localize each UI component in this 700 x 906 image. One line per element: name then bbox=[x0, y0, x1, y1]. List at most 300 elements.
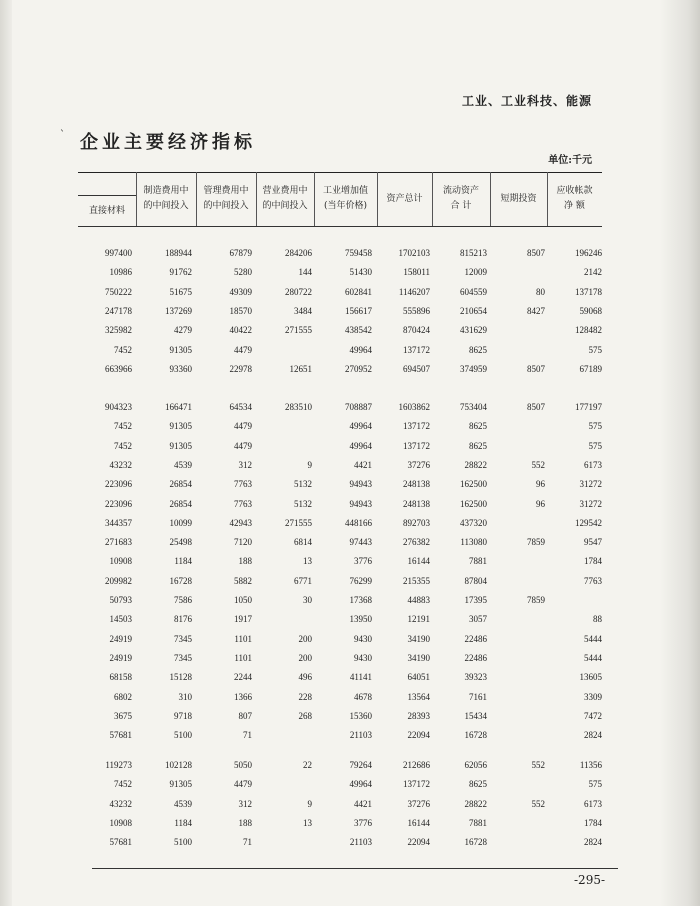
table-cell bbox=[256, 835, 312, 849]
table-row bbox=[0, 574, 700, 588]
table-cell bbox=[489, 709, 545, 723]
table-cell: 247178 bbox=[105, 305, 132, 316]
table-cell: 5444 bbox=[584, 652, 602, 663]
column-header: 短期投资 bbox=[500, 193, 537, 204]
table-cell: 283510 bbox=[285, 402, 312, 412]
table-cell: 21103 bbox=[349, 730, 372, 741]
table-cell bbox=[489, 323, 545, 337]
table-cell: 80 bbox=[536, 286, 545, 297]
table-cell bbox=[489, 419, 545, 433]
table-cell: 1603862 bbox=[398, 402, 430, 412]
table-cell: 12651 bbox=[289, 363, 312, 374]
table-cell: 96 bbox=[536, 479, 545, 490]
table-cell: 280722 bbox=[285, 286, 312, 297]
table-cell: 44883 bbox=[407, 595, 430, 605]
table-cell: 8507 bbox=[527, 402, 545, 412]
table-cell: 10908 bbox=[109, 556, 132, 567]
table-cell: 30 bbox=[303, 595, 312, 605]
table-cell bbox=[489, 612, 545, 626]
table-row bbox=[0, 265, 700, 279]
table-cell: 16144 bbox=[407, 817, 430, 828]
table-cell: 284206 bbox=[285, 248, 312, 258]
table-cell: 753404 bbox=[460, 402, 487, 412]
table-cell: 10099 bbox=[169, 517, 192, 528]
table-cell: 270952 bbox=[345, 363, 372, 374]
table-cell: 7452 bbox=[114, 779, 132, 790]
table-cell: 12009 bbox=[464, 267, 487, 278]
table-cell: 8625 bbox=[469, 344, 487, 355]
table-cell: 13 bbox=[303, 817, 312, 828]
table-cell: 14503 bbox=[109, 614, 132, 625]
table-cell: 325982 bbox=[105, 325, 132, 336]
table-cell: 1917 bbox=[234, 614, 252, 625]
table-cell: 25498 bbox=[169, 537, 192, 548]
table-cell: 22094 bbox=[407, 837, 430, 848]
table-cell: 4539 bbox=[174, 459, 192, 470]
table-cell: 51430 bbox=[349, 267, 372, 278]
table-cell: 997400 bbox=[105, 248, 132, 258]
table-cell: 708887 bbox=[345, 402, 372, 412]
table-cell bbox=[256, 419, 312, 433]
table-cell: 374959 bbox=[460, 363, 487, 374]
table-cell: 2824 bbox=[584, 837, 602, 848]
page-title: 企业主要经济指标 bbox=[80, 132, 256, 153]
table-cell: 13 bbox=[303, 556, 312, 567]
table-cell bbox=[489, 554, 545, 568]
table-cell: 5050 bbox=[234, 760, 252, 770]
table-cell: 87804 bbox=[464, 575, 487, 586]
table-cell bbox=[256, 777, 312, 791]
table-cell: 41141 bbox=[349, 672, 372, 683]
table-cell: 344357 bbox=[105, 517, 132, 528]
table-cell: 22 bbox=[303, 760, 312, 770]
table-cell bbox=[489, 574, 545, 588]
table-cell: 22978 bbox=[229, 363, 252, 374]
table-cell: 276382 bbox=[403, 537, 430, 548]
table-cell: 448166 bbox=[345, 517, 372, 528]
table-cell: 228 bbox=[298, 691, 312, 702]
table-cell: 1784 bbox=[584, 817, 602, 828]
table-cell: 212686 bbox=[403, 760, 430, 770]
table-cell: 91305 bbox=[169, 440, 192, 451]
table-cell: 15434 bbox=[464, 710, 487, 721]
table-cell: 4678 bbox=[354, 691, 372, 702]
table-row bbox=[0, 670, 700, 684]
table-cell: 200 bbox=[298, 652, 312, 663]
table-cell: 21103 bbox=[349, 837, 372, 848]
table-cell bbox=[489, 651, 545, 665]
table-cell: 17395 bbox=[464, 595, 487, 605]
table-cell: 1050 bbox=[234, 595, 252, 605]
table-cell: 18570 bbox=[229, 305, 252, 316]
table-cell: 7881 bbox=[469, 817, 487, 828]
table-cell: 156617 bbox=[345, 305, 372, 316]
table-cell: 4479 bbox=[234, 440, 252, 451]
table-cell: 93360 bbox=[169, 363, 192, 374]
table-row bbox=[0, 343, 700, 357]
table-cell: 4421 bbox=[354, 459, 372, 470]
table-cell bbox=[256, 343, 312, 357]
table-row bbox=[0, 400, 700, 414]
table-cell: 7472 bbox=[584, 710, 602, 721]
table-cell: 64051 bbox=[407, 672, 430, 683]
table-row bbox=[0, 709, 700, 723]
table-cell: 438542 bbox=[345, 325, 372, 336]
table-row bbox=[0, 304, 700, 318]
table-cell: 8625 bbox=[469, 421, 487, 432]
table-cell: 91305 bbox=[169, 421, 192, 432]
table-cell: 196246 bbox=[575, 248, 602, 258]
table-cell: 10908 bbox=[109, 817, 132, 828]
table-cell: 188 bbox=[238, 817, 252, 828]
table-cell: 3675 bbox=[114, 710, 132, 721]
table-cell: 7859 bbox=[527, 537, 545, 548]
header-bottom-rule bbox=[78, 226, 602, 227]
table-cell: 62056 bbox=[464, 760, 487, 770]
table-cell bbox=[256, 728, 312, 742]
table-cell: 162500 bbox=[460, 479, 487, 490]
table-cell: 43232 bbox=[109, 459, 132, 470]
table-cell: 94943 bbox=[349, 498, 372, 509]
table-cell: 137172 bbox=[403, 344, 430, 355]
table-cell: 7763 bbox=[234, 498, 252, 509]
table-cell: 57681 bbox=[109, 837, 132, 848]
table-cell: 24919 bbox=[109, 633, 132, 644]
table-cell: 3484 bbox=[294, 305, 312, 316]
table-cell: 17368 bbox=[349, 595, 372, 605]
table-cell: 555896 bbox=[403, 305, 430, 316]
table-cell: 79264 bbox=[349, 760, 372, 770]
table-cell: 2244 bbox=[234, 672, 252, 683]
table-cell: 9 bbox=[307, 798, 312, 809]
table-cell: 750222 bbox=[105, 286, 132, 297]
table-cell: 7763 bbox=[584, 575, 602, 586]
table-cell: 137172 bbox=[403, 779, 430, 790]
table-cell: 3776 bbox=[354, 556, 372, 567]
title-mark: ` bbox=[60, 130, 65, 141]
table-cell: 6173 bbox=[584, 459, 602, 470]
table-cell: 575 bbox=[588, 344, 602, 355]
table-cell: 602841 bbox=[345, 286, 372, 297]
table-cell: 28822 bbox=[464, 459, 487, 470]
table-cell: 166471 bbox=[165, 402, 192, 412]
table-cell: 59068 bbox=[579, 305, 602, 316]
table-cell: 552 bbox=[531, 459, 545, 470]
table-cell: 10986 bbox=[109, 267, 132, 278]
table-cell: 7586 bbox=[174, 595, 192, 605]
table-cell: 248138 bbox=[403, 498, 430, 509]
table-row bbox=[0, 477, 700, 491]
table-cell: 1101 bbox=[234, 633, 252, 644]
table-cell bbox=[489, 728, 545, 742]
table-cell: 37276 bbox=[407, 459, 430, 470]
table-cell: 2824 bbox=[584, 730, 602, 741]
table-cell: 16144 bbox=[407, 556, 430, 567]
table-cell: 137178 bbox=[575, 286, 602, 297]
table-cell: 49309 bbox=[229, 286, 252, 297]
table-cell: 8625 bbox=[469, 779, 487, 790]
table-cell: 7452 bbox=[114, 421, 132, 432]
table-cell: 129542 bbox=[575, 517, 602, 528]
table-cell: 209982 bbox=[105, 575, 132, 586]
table-row bbox=[0, 797, 700, 811]
table-cell bbox=[489, 835, 545, 849]
table-row bbox=[0, 497, 700, 511]
table-cell: 5100 bbox=[174, 837, 192, 848]
table-cell: 552 bbox=[531, 798, 545, 809]
table-cell: 8625 bbox=[469, 440, 487, 451]
table-cell: 268 bbox=[298, 710, 312, 721]
table-cell: 4479 bbox=[234, 779, 252, 790]
table-cell: 4539 bbox=[174, 798, 192, 809]
table-cell: 7161 bbox=[469, 691, 487, 702]
table-cell: 310 bbox=[178, 691, 192, 702]
table-cell: 12191 bbox=[407, 614, 430, 625]
table-cell: 137269 bbox=[165, 305, 192, 316]
table-cell: 4279 bbox=[174, 325, 192, 336]
table-cell: 312 bbox=[238, 798, 252, 809]
table-cell: 7452 bbox=[114, 440, 132, 451]
column-header: 资产总计 bbox=[386, 193, 423, 204]
table-cell: 7120 bbox=[234, 537, 252, 548]
table-cell: 22486 bbox=[464, 633, 487, 644]
table-cell: 128482 bbox=[575, 325, 602, 336]
table-row bbox=[0, 458, 700, 472]
table-cell: 7345 bbox=[174, 633, 192, 644]
table-cell: 67879 bbox=[229, 248, 252, 258]
table-cell: 94943 bbox=[349, 479, 372, 490]
table-cell: 7859 bbox=[527, 595, 545, 605]
table-cell: 2142 bbox=[584, 267, 602, 278]
table-cell: 759458 bbox=[345, 248, 372, 258]
table-row bbox=[0, 535, 700, 549]
table-cell bbox=[489, 670, 545, 684]
table-cell: 67189 bbox=[579, 363, 602, 374]
table-cell: 162500 bbox=[460, 498, 487, 509]
table-cell: 188 bbox=[238, 556, 252, 567]
table-cell: 4479 bbox=[234, 421, 252, 432]
table-cell: 215355 bbox=[403, 575, 430, 586]
table-cell: 552 bbox=[531, 760, 545, 770]
table-cell: 34190 bbox=[407, 652, 430, 663]
table-row bbox=[0, 612, 700, 626]
table-cell bbox=[489, 265, 545, 279]
table-row bbox=[0, 323, 700, 337]
table-cell: 575 bbox=[588, 779, 602, 790]
table-cell: 28393 bbox=[407, 710, 430, 721]
table-cell: 312 bbox=[238, 459, 252, 470]
table-cell bbox=[489, 439, 545, 453]
table-cell: 76299 bbox=[349, 575, 372, 586]
table-cell: 49964 bbox=[349, 344, 372, 355]
table-cell: 7881 bbox=[469, 556, 487, 567]
table-cell: 9430 bbox=[354, 652, 372, 663]
table-cell bbox=[489, 343, 545, 357]
table-cell: 431629 bbox=[460, 325, 487, 336]
column-header: 流动资产 合 计 bbox=[442, 186, 479, 211]
table-cell: 248138 bbox=[403, 479, 430, 490]
table-cell: 210654 bbox=[460, 305, 487, 316]
table-cell: 71 bbox=[243, 730, 252, 741]
table-cell bbox=[489, 816, 545, 830]
table-cell: 16728 bbox=[464, 730, 487, 741]
table-cell bbox=[256, 439, 312, 453]
table-cell: 271555 bbox=[285, 325, 312, 336]
table-cell: 34190 bbox=[407, 633, 430, 644]
column-header: 管理费用中 的中间投入 bbox=[203, 186, 249, 211]
table-row bbox=[0, 285, 700, 299]
table-cell: 137172 bbox=[403, 421, 430, 432]
table-cell: 15128 bbox=[169, 672, 192, 683]
table-row bbox=[0, 419, 700, 433]
table-cell: 9430 bbox=[354, 633, 372, 644]
table-cell: 575 bbox=[588, 440, 602, 451]
table-cell bbox=[489, 777, 545, 791]
table-row bbox=[0, 835, 700, 849]
table-cell: 1702103 bbox=[398, 248, 430, 258]
table-cell: 96 bbox=[536, 498, 545, 509]
table-cell: 904323 bbox=[105, 402, 132, 412]
table-cell: 271683 bbox=[105, 537, 132, 548]
table-cell: 7763 bbox=[234, 479, 252, 490]
table-row bbox=[0, 758, 700, 772]
table-row bbox=[0, 728, 700, 742]
table-cell: 1146207 bbox=[398, 286, 430, 297]
section-header: 工业、工业科技、能源 bbox=[461, 94, 592, 108]
table-cell: 22094 bbox=[407, 730, 430, 741]
table-cell: 144 bbox=[298, 267, 312, 278]
column-header: 直接材料 bbox=[88, 205, 125, 216]
table-row bbox=[0, 516, 700, 530]
table-cell: 1784 bbox=[584, 556, 602, 567]
table-cell: 57681 bbox=[109, 730, 132, 741]
table-cell: 97443 bbox=[349, 537, 372, 548]
table-cell: 5132 bbox=[294, 479, 312, 490]
table-cell: 271555 bbox=[285, 517, 312, 528]
table-cell: 16728 bbox=[464, 837, 487, 848]
table-cell: 39323 bbox=[464, 672, 487, 683]
table-cell: 9 bbox=[307, 459, 312, 470]
table-cell: 26854 bbox=[169, 498, 192, 509]
table-cell: 3776 bbox=[354, 817, 372, 828]
table-cell: 13605 bbox=[579, 672, 602, 683]
table-cell: 49964 bbox=[349, 421, 372, 432]
table-cell: 9547 bbox=[584, 537, 602, 548]
table-cell: 37276 bbox=[407, 798, 430, 809]
table-cell: 31272 bbox=[579, 479, 602, 490]
table-cell: 1101 bbox=[234, 652, 252, 663]
table-cell: 51675 bbox=[169, 286, 192, 297]
column-header: 应收帐款 净 额 bbox=[556, 186, 593, 211]
table-cell: 6802 bbox=[114, 691, 132, 702]
table-cell: 5882 bbox=[234, 575, 252, 586]
table-row bbox=[0, 554, 700, 568]
table-cell: 113080 bbox=[460, 537, 487, 548]
table-cell: 1366 bbox=[234, 691, 252, 702]
table-cell: 6814 bbox=[294, 537, 312, 548]
table-cell: 4479 bbox=[234, 344, 252, 355]
table-cell: 119273 bbox=[105, 760, 132, 770]
table-cell: 3057 bbox=[469, 614, 487, 625]
table-row bbox=[0, 632, 700, 646]
table-cell: 496 bbox=[298, 672, 312, 683]
table-cell: 42943 bbox=[229, 517, 252, 528]
table-cell: 1184 bbox=[174, 556, 192, 567]
table-cell: 9718 bbox=[174, 710, 192, 721]
table-cell: 3309 bbox=[584, 691, 602, 702]
table-cell: 137172 bbox=[403, 440, 430, 451]
table-cell: 807 bbox=[238, 710, 252, 721]
unit-label: 单位:千元 bbox=[548, 155, 592, 166]
table-cell: 16728 bbox=[169, 575, 192, 586]
table-cell: 1184 bbox=[174, 817, 192, 828]
table-cell: 663966 bbox=[105, 363, 132, 374]
table-cell: 15360 bbox=[349, 710, 372, 721]
table-cell: 8507 bbox=[527, 363, 545, 374]
table-cell: 5100 bbox=[174, 730, 192, 741]
table-row bbox=[0, 816, 700, 830]
table-row bbox=[0, 439, 700, 453]
table-cell: 8507 bbox=[527, 248, 545, 258]
table-cell: 7345 bbox=[174, 652, 192, 663]
table-cell: 6173 bbox=[584, 798, 602, 809]
table-cell: 6771 bbox=[294, 575, 312, 586]
table-cell: 43232 bbox=[109, 798, 132, 809]
table-cell: 13950 bbox=[349, 614, 372, 625]
table-cell bbox=[489, 690, 545, 704]
table-cell: 22486 bbox=[464, 652, 487, 663]
table-cell: 71 bbox=[243, 837, 252, 848]
table-cell: 5280 bbox=[234, 267, 252, 278]
table-cell bbox=[546, 593, 602, 607]
table-cell: 26854 bbox=[169, 479, 192, 490]
table-cell: 40422 bbox=[229, 325, 252, 336]
table-cell: 815213 bbox=[460, 248, 487, 258]
table-cell: 8427 bbox=[527, 305, 545, 316]
table-cell: 31272 bbox=[579, 498, 602, 509]
table-cell: 28822 bbox=[464, 798, 487, 809]
table-row bbox=[0, 777, 700, 791]
footer-rule bbox=[92, 868, 618, 869]
table-row bbox=[0, 593, 700, 607]
column-header: 工业增加值 (当年价格) bbox=[322, 186, 368, 211]
table-cell: 4421 bbox=[354, 798, 372, 809]
table-cell bbox=[489, 632, 545, 646]
table-cell: 88 bbox=[593, 614, 602, 625]
table-cell: 177197 bbox=[575, 402, 602, 412]
table-row bbox=[0, 690, 700, 704]
table-cell: 200 bbox=[298, 633, 312, 644]
table-cell: 11356 bbox=[579, 760, 602, 770]
table-cell: 91305 bbox=[169, 779, 192, 790]
table-cell: 437320 bbox=[460, 517, 487, 528]
table-cell: 50793 bbox=[109, 595, 132, 605]
table-cell: 49964 bbox=[349, 779, 372, 790]
table-row bbox=[0, 246, 700, 260]
table-cell: 870424 bbox=[403, 325, 430, 336]
table-cell: 188944 bbox=[165, 248, 192, 258]
table-cell: 7452 bbox=[114, 344, 132, 355]
column-header: 制造费用中 的中间投入 bbox=[143, 186, 189, 211]
table-cell bbox=[256, 612, 312, 626]
table-cell: 49964 bbox=[349, 440, 372, 451]
table-cell: 223096 bbox=[105, 498, 132, 509]
table-cell: 892703 bbox=[403, 517, 430, 528]
table-cell: 694507 bbox=[403, 363, 430, 374]
table-cell: 13564 bbox=[407, 691, 430, 702]
table-cell: 64534 bbox=[229, 402, 252, 412]
table-cell: 575 bbox=[588, 421, 602, 432]
